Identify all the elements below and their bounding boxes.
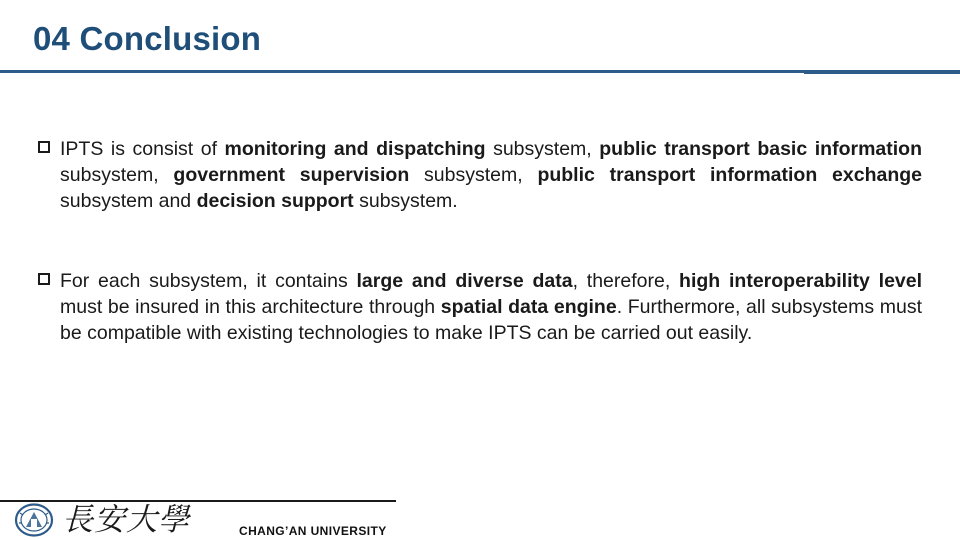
bold-segment: decision support [196,190,354,212]
text-segment: subsystem, [485,138,600,160]
bullet-item-1 [38,136,922,214]
text-segment: subsystem, [409,164,538,186]
footer-divider [0,500,396,502]
bold-segment: public transport basic information [599,138,922,160]
text-segment: subsystem, [60,164,174,186]
bold-segment: government supervision [173,164,410,186]
title-divider-accent [804,72,960,74]
bold-segment: spatial data engine [440,296,617,318]
slide-title: 04 Conclusion [33,20,262,57]
text-segment: subsystem. [353,190,458,212]
square-bullet-icon [38,273,50,285]
square-bullet-icon [38,141,50,153]
text-segment: , therefore, [572,270,680,292]
text-segment: subsystem and [60,190,197,212]
university-emblem-icon [14,503,54,537]
bullet-item-2 [38,268,922,346]
text-segment: must be insured in this architecture through [60,296,441,318]
university-logo-wordmark: 長安大學 [62,502,190,538]
bullet-text-2 [60,268,922,346]
bold-segment: monitoring and dispatching [224,138,486,160]
bold-segment: high interoperability level [679,270,923,292]
bold-segment: large and diverse data [356,270,573,292]
text-segment: For each subsystem, it contains [60,270,357,292]
university-name: CHANG’AN UNIVERSITY [239,524,387,538]
bold-segment: public transport information exchange [537,164,922,186]
text-segment: . Furthermore, all subsystems must be compatible with existing technologies to make IPTS can be carried out easily. [60,296,922,344]
text-segment: IPTS is consist of [60,138,225,160]
bullet-text-1 [60,136,922,214]
